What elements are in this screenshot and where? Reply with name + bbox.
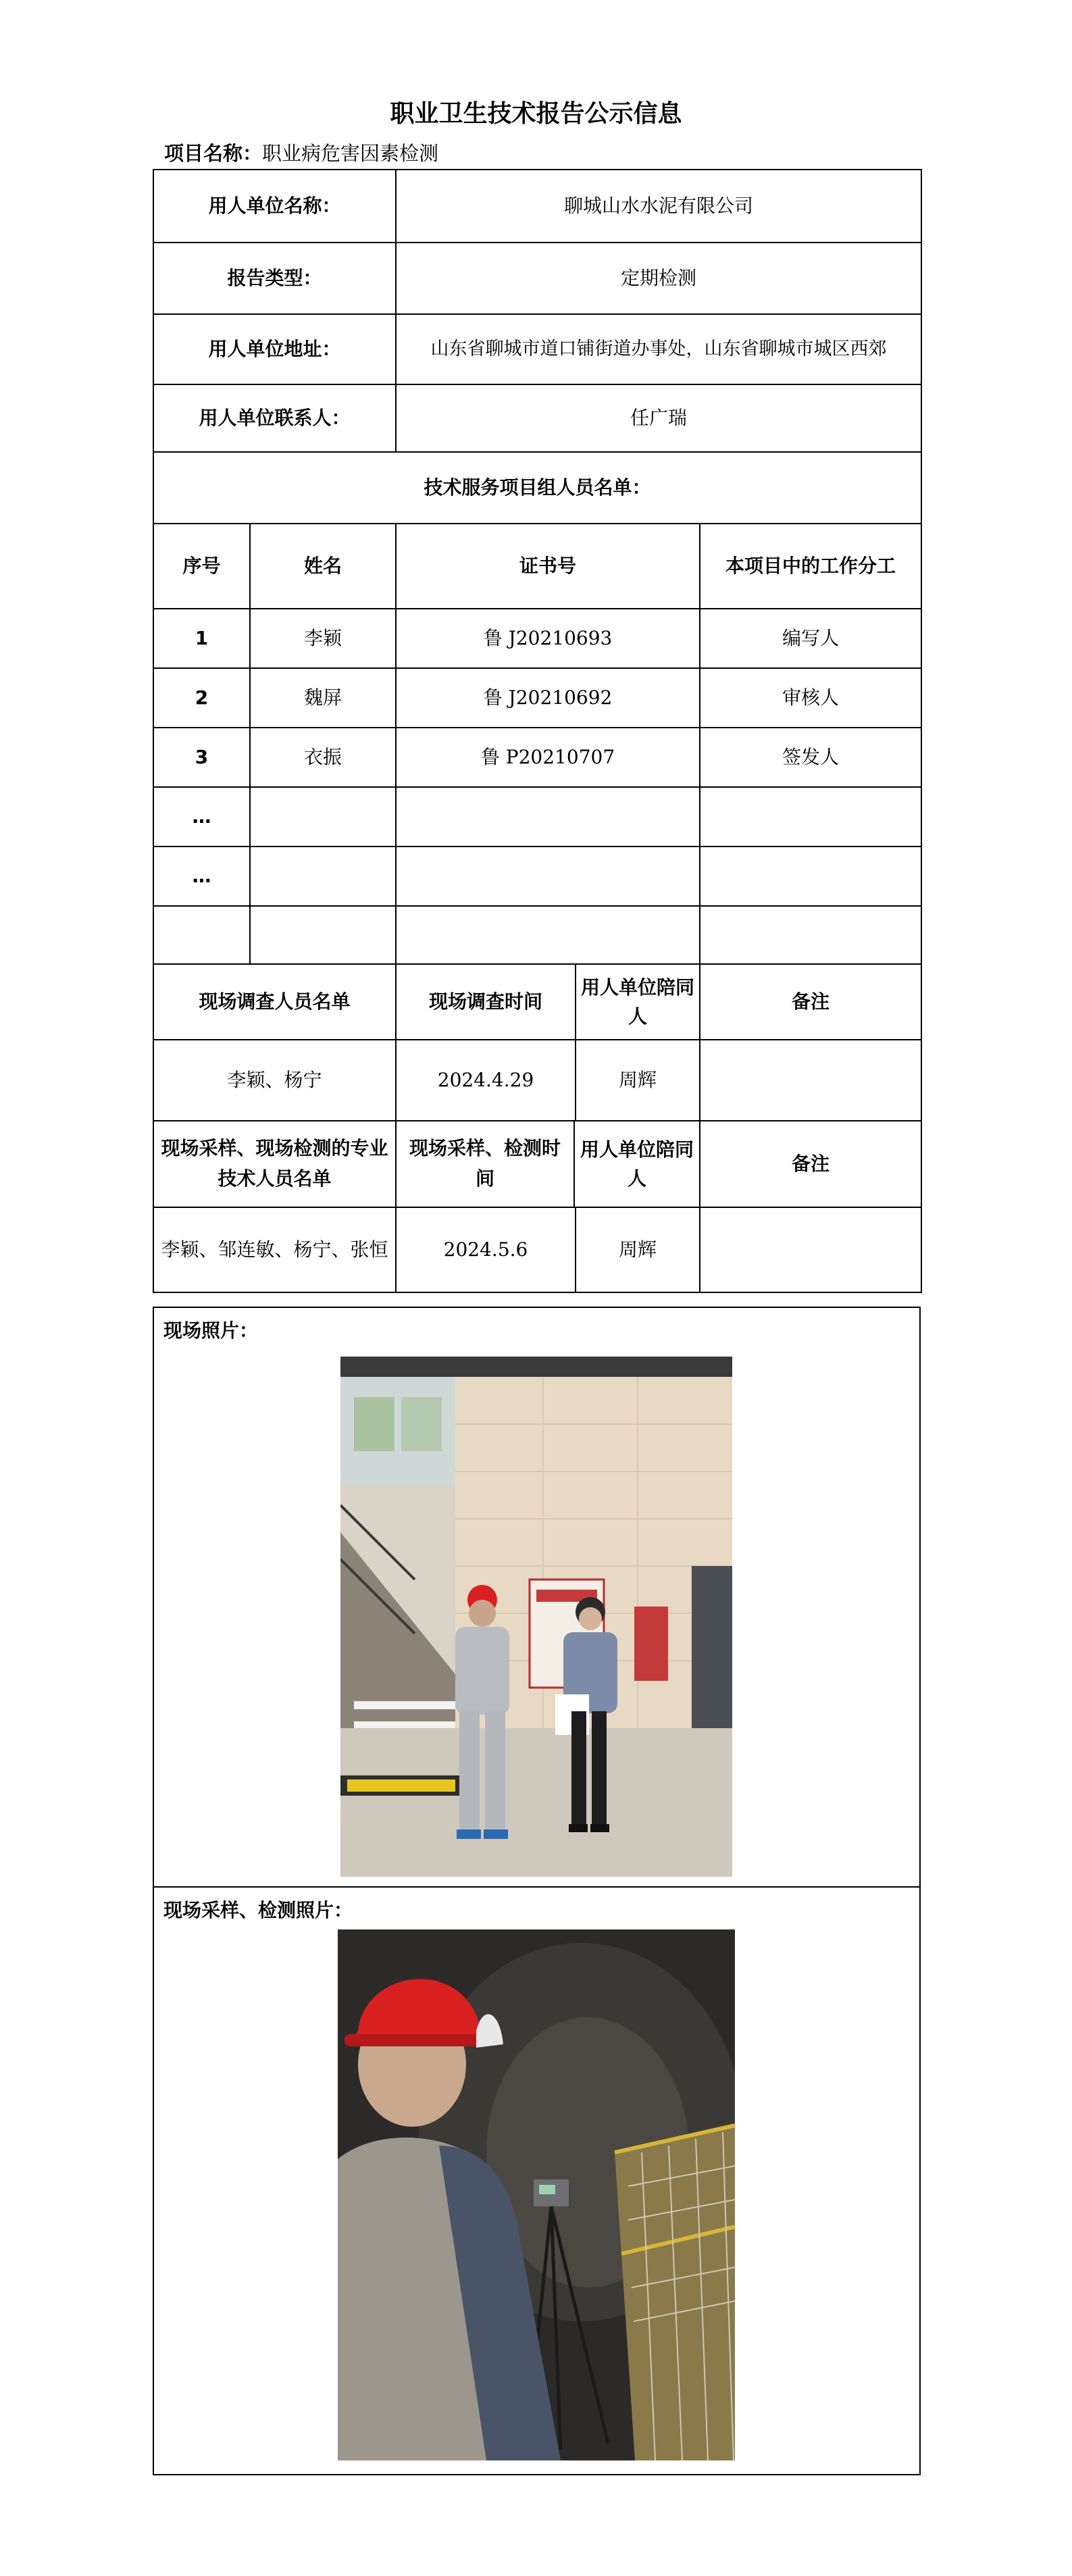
team-row-name: 李颖 — [250, 609, 396, 668]
team-row-role — [700, 847, 921, 906]
team-row-role — [700, 906, 921, 964]
site-photo — [340, 1357, 732, 1877]
team-row-cert — [396, 847, 700, 906]
team-row-no: 2 — [153, 668, 250, 728]
survey-note — [700, 1040, 921, 1121]
team-header-role: 本项目中的工作分工 — [700, 524, 921, 609]
report-type-label: 报告类型： — [153, 243, 396, 314]
team-row-name — [250, 787, 396, 847]
team-row-no: 1 — [153, 609, 250, 668]
team-row-no — [153, 906, 250, 964]
team-row-role: 编写人 — [700, 609, 921, 668]
sampling-escort: 周辉 — [619, 1238, 657, 1261]
team-row-name — [250, 906, 396, 964]
team-row-no: … — [153, 847, 250, 906]
employer-name-label: 用人单位名称： — [153, 170, 396, 243]
survey-header-note: 备注 — [700, 964, 921, 1040]
survey-escort: 周辉 — [619, 1069, 657, 1092]
table-row — [153, 906, 921, 964]
page-title: 职业卫生技术报告公示信息 — [390, 100, 682, 128]
sampling-photo — [338, 1929, 735, 2460]
survey-header-escort: 用人单位陪同人 — [581, 976, 695, 1028]
team-row-cert: 鲁 P20210707 — [396, 728, 700, 787]
team-row-cert: 鲁 J20210693 — [396, 609, 700, 668]
survey-date: 2024.4.29 — [397, 1040, 576, 1120]
survey-header-persons: 现场调查人员名单 — [153, 964, 396, 1040]
sampling-photo-label: 现场采样、检测照片： — [163, 1899, 353, 1921]
team-row-role: 签发人 — [700, 728, 921, 787]
info-table — [153, 169, 922, 1293]
team-header-no: 序号 — [153, 524, 250, 609]
sampling-header-persons: 现场采样、现场检测的专业技术人员名单 — [153, 1121, 396, 1207]
table-row — [153, 847, 921, 906]
employer-address-value: 山东省聊城市道口铺街道办事处，山东省聊城市城区西郊 — [396, 314, 921, 384]
team-row-name: 衣振 — [250, 728, 396, 787]
team-row-role — [700, 787, 921, 847]
site-photo-label: 现场照片： — [163, 1319, 259, 1342]
table-row — [153, 668, 921, 728]
sampling-date: 2024.5.6 — [397, 1208, 576, 1292]
survey-header-split — [396, 964, 700, 1040]
table-row — [153, 609, 921, 668]
sampling-header-split — [396, 1121, 700, 1207]
report-type-value: 定期检测 — [396, 243, 921, 314]
team-heading: 技术服务项目组人员名单： — [153, 452, 921, 524]
team-row-name: 魏屏 — [250, 668, 396, 728]
team-row-cert — [396, 787, 700, 847]
team-row-no: 3 — [153, 728, 250, 787]
site-photo-cell — [153, 1307, 920, 1887]
table-row — [153, 787, 921, 847]
employer-contact-label: 用人单位联系人： — [153, 384, 396, 452]
team-row-no: … — [153, 787, 250, 847]
project-name-line — [164, 138, 438, 166]
survey-split — [396, 1040, 700, 1121]
sampling-note — [700, 1207, 921, 1292]
table-row — [153, 728, 921, 787]
team-row-cert — [396, 906, 700, 964]
sampling-header-note: 备注 — [700, 1121, 921, 1207]
team-header-name: 姓名 — [250, 524, 396, 609]
sampling-persons: 李颖、邹连敏、杨宁、张恒 — [153, 1207, 396, 1292]
sampling-header-date: 现场采样、检测时间 — [397, 1121, 575, 1207]
team-header-cert: 证书号 — [396, 524, 700, 609]
employer-address-label: 用人单位地址： — [153, 314, 396, 384]
project-name-label: 项目名称： — [164, 142, 263, 165]
sampling-split — [396, 1207, 700, 1292]
team-row-role: 审核人 — [700, 668, 921, 728]
employer-name-value: 聊城山水水泥有限公司 — [396, 170, 921, 243]
project-name-value: 职业病危害因素检测 — [262, 142, 439, 165]
sampling-photo-cell — [153, 1887, 920, 2475]
survey-persons: 李颖、杨宁 — [153, 1040, 396, 1121]
sampling-header-escort: 用人单位陪同人 — [580, 1138, 694, 1190]
team-row-name — [250, 847, 396, 906]
survey-header-date: 现场调查时间 — [397, 965, 576, 1039]
team-row-cert: 鲁 J20210692 — [396, 668, 700, 728]
employer-contact-value: 任广瑞 — [396, 384, 921, 452]
photos-table — [153, 1307, 921, 2475]
